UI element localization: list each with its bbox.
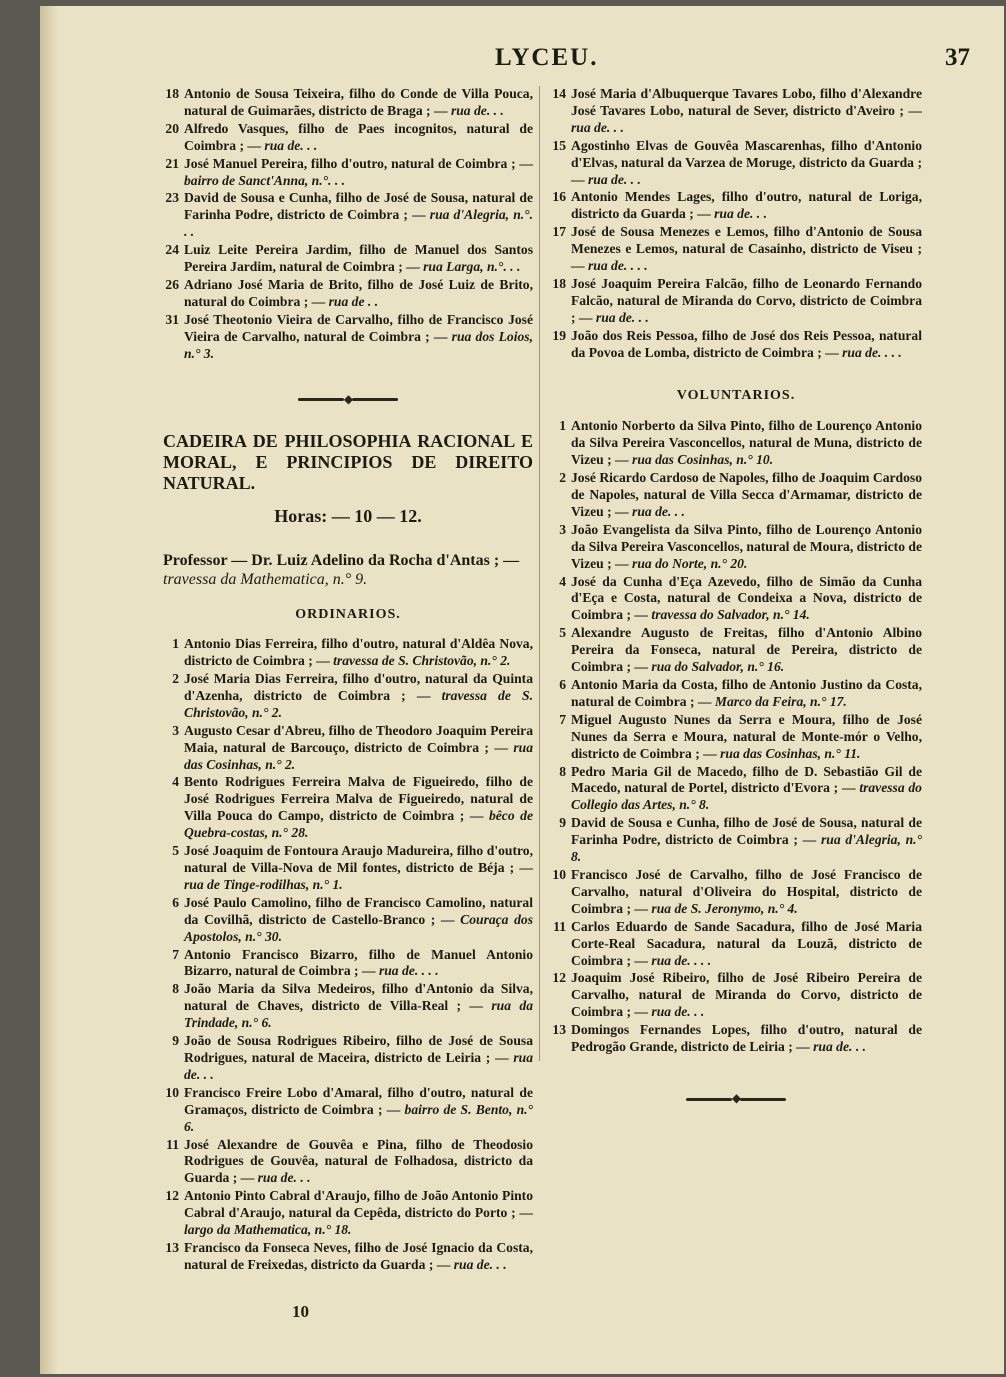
entry-address: rua de. . . — [714, 206, 767, 222]
entry-text: Agostinho Elvas de Gouvêa Mascarenhas, filho d'Antonio d'Elvas, natural da Varzea de Moruge, districto da Guarda ; — — [571, 137, 922, 187]
ordinarios-list — [163, 636, 533, 1274]
list-entry — [550, 867, 922, 918]
entry-number: 21 — [165, 155, 179, 171]
entry-text: Antonio Pinto Cabral d'Araujo, filho de João Antonio Pinto Cabral d'Araujo, natural da Cepêda, districto do Porto ; — — [184, 1188, 533, 1221]
entry-text: Antonio Francisco Bizarro, filho de Manuel Antonio Bizarro, natural de Coimbra ; — — [184, 946, 533, 979]
entry-address: rua de. . . . — [588, 258, 648, 274]
end-ornament: ◆ — [550, 1090, 922, 1107]
entry-address: largo da Mathematica, n.° 18. — [184, 1222, 352, 1238]
professor-line — [163, 551, 533, 589]
list-entry — [163, 1240, 533, 1274]
entry-text: João de Sousa Rodrigues Ribeiro, filho de José de Sousa Rodrigues, natural de Maceira, districto de Leiria ; — — [184, 1033, 533, 1065]
list-entry — [550, 224, 922, 275]
column-divider — [539, 86, 540, 1061]
entry-text: Antonio Mendes Lages, filho d'outro, natural de Loriga, districto da Guarda ; — — [571, 189, 922, 222]
entry-address: rua do Salvador, n.° 16. — [651, 659, 785, 675]
list-entry — [163, 1188, 533, 1239]
list-entry — [163, 1033, 533, 1084]
entry-text: Luiz Leite Pereira Jardim, filho de Manuel dos Santos Pereira Jardim, natural de Coimbra ; — — [184, 242, 533, 275]
entry-number: 14 — [552, 86, 566, 101]
entry-address: rua de. . . . — [378, 963, 439, 979]
right-column — [550, 86, 922, 1131]
entry-text: Miguel Augusto Nunes da Serra e Moura, filho de José Nunes da Serra e Moura, natural de Monte-mór o Velho, districto de Coimbra ; — — [571, 711, 922, 761]
entry-number: 3 — [559, 521, 566, 537]
entry-address: rua de S. Jeronymo, n.° 4. — [651, 900, 798, 916]
entry-address: rua de. . . — [632, 503, 685, 519]
entry-text: José Paulo Camolino, filho de Francisco Camolino, natural da Covilhã, districto de Castello-Branco ; — — [184, 894, 533, 927]
entry-text: José de Sousa Menezes e Lemos, filho d'Antonio de Sousa Menezes e Lemos, natural de Casainho, districto de Viseu ; — — [571, 224, 922, 274]
entry-number: 4 — [559, 573, 566, 589]
entry-number: 5 — [172, 843, 179, 859]
list-entry — [550, 470, 922, 521]
entry-address: Marco da Feira, n.° 17. — [714, 693, 847, 709]
list-entry — [163, 86, 533, 120]
list-entry — [550, 815, 922, 866]
list-entry — [163, 1137, 533, 1188]
entry-address: bairro de Sanct'Anna, n.°. . . — [184, 172, 346, 188]
entry-number: 24 — [165, 242, 179, 258]
entry-text: Francisco Freire Lobo d'Amaral, filho d'outro, natural de Gramaços, districto de Coimbra ; — — [184, 1084, 533, 1117]
entry-address: rua de. . . — [184, 1049, 533, 1082]
entry-number: 8 — [559, 763, 566, 779]
entry-number: 7 — [559, 711, 566, 727]
list-entry — [163, 671, 533, 722]
entry-number: 6 — [172, 894, 179, 910]
entry-number: 2 — [559, 470, 566, 486]
entry-address: rua das Cosinhas, n.° 10. — [632, 452, 774, 468]
entry-number: 8 — [172, 981, 179, 997]
entry-text: Domingos Fernandes Lopes, filho d'outro, natural de Pedrogão Grande, districto de Leiria ; — — [571, 1022, 922, 1055]
section-title: CADEIRA DE PHILOSOPHIA RACIONAL E MORAL, E PRINCIPIOS DE DIREITO NATURAL. — [163, 431, 533, 494]
entry-address: rua de. . . — [813, 1039, 867, 1055]
list-entry — [163, 895, 533, 946]
entry-number: 15 — [552, 137, 566, 153]
list-entry — [550, 522, 922, 573]
list-entry — [550, 625, 922, 676]
list-entry — [550, 574, 922, 625]
entry-number: 2 — [172, 671, 179, 687]
professor-address: travessa da Mathematica, n.° 9. — [163, 571, 368, 589]
entry-text: David de Sousa e Cunha, filho de José de Sousa, natural de Farinha Podre, districto de Coimbra ; — — [571, 815, 922, 848]
entry-number: 5 — [559, 625, 566, 641]
list-entry — [550, 138, 922, 189]
entry-number: 12 — [165, 1188, 179, 1204]
entry-number: 1 — [172, 636, 179, 652]
list-entry — [163, 121, 533, 155]
entry-address: rua de. . . — [588, 171, 641, 187]
entry-number: 6 — [559, 677, 566, 692]
entry-address: rua dos Loios, n.° 3. — [184, 328, 533, 361]
left-top-list — [163, 86, 533, 363]
entry-number: 18 — [552, 275, 566, 291]
entry-address: rua das Cosinhas, n.° 2. — [184, 739, 533, 772]
entry-text: José Maria Dias Ferreira, filho d'outro, natural da Quinta d'Azenha, districto de Coimbra ; — — [184, 671, 533, 703]
entry-number: 4 — [172, 774, 179, 790]
list-entry — [550, 189, 922, 223]
list-entry — [550, 764, 922, 815]
list-entry — [550, 86, 922, 137]
entry-text: Antonio Maria da Costa, filho de Antonio Justino da Costa, natural de Coimbra ; — — [571, 677, 922, 709]
list-entry — [550, 677, 922, 711]
entry-address: rua das Cosinhas, n.° 11. — [720, 745, 861, 761]
voluntarios-heading: VOLUNTARIOS. — [676, 387, 796, 403]
entry-text: José Manuel Pereira, filho d'outro, natural de Coimbra ; — — [184, 155, 533, 171]
list-entry — [550, 1022, 922, 1056]
entry-address: Couraça dos Apostolos, n.° 30. — [184, 911, 533, 944]
list-entry — [550, 712, 922, 763]
class-hours: Horas: — 10 — 12. — [274, 506, 422, 527]
voluntarios-list — [550, 418, 922, 1056]
list-entry — [550, 919, 922, 970]
professor-name: Professor — Dr. Luiz Adelino da Rocha d'Antas ; — — [163, 552, 520, 570]
entry-address: rua de. . . — [450, 102, 504, 118]
entry-number: 9 — [559, 815, 566, 831]
signature-mark: 10 — [292, 1302, 309, 1321]
entry-number: 19 — [552, 327, 566, 343]
page-number: 37 — [945, 44, 970, 71]
entry-address: rua d'Alegria, n.°. . . — [184, 207, 533, 240]
list-entry — [550, 970, 922, 1021]
entry-number: 12 — [552, 970, 566, 986]
entry-text: João dos Reis Pessoa, filho de José dos Reis Pessoa, natural da Povoa de Lomba, districto de Coimbra ; — — [571, 327, 922, 360]
list-entry — [163, 723, 533, 774]
book-page — [40, 6, 1004, 1374]
entry-text: Pedro Maria Gil de Macedo, filho de D. Sebastião Gil de Macedo, natural de Portel, districto d'Evora ; — — [571, 763, 922, 796]
entry-number: 13 — [552, 1022, 566, 1038]
entry-number: 9 — [172, 1033, 179, 1049]
entry-address: travessa de S. Christovão, n.° 2. — [333, 653, 511, 669]
entry-text: João Evangelista da Silva Pinto, filho de Lourenço Antonio da Silva Pereira Vasconcellos, natural de Moura, districto de Vizeu ; — — [571, 521, 922, 571]
entry-address: rua da Trindade, n.° 6. — [184, 998, 533, 1031]
right-top-list — [550, 86, 922, 362]
entry-number: 11 — [166, 1136, 179, 1152]
entry-address: bêco de Quebra-costas, n.° 28. — [184, 808, 533, 841]
page-header — [40, 44, 1004, 78]
entry-address: rua de. . . . — [842, 344, 902, 360]
entry-text: Alfredo Vasques, filho de Paes incognitos, natural de Coimbra ; — — [184, 120, 533, 153]
entry-text: Antonio Norberto da Silva Pinto, filho de Lourenço Antonio da Silva Pereira Vasconcellos, natural de Muna, districto de Vizeu ; — — [571, 418, 922, 468]
entry-address: rua de. . . — [264, 137, 318, 153]
entry-address: rua de. . . — [453, 1256, 507, 1272]
entry-number: 16 — [552, 189, 566, 205]
entry-text: Francisco José de Carvalho, filho de José Francisco de Carvalho, natural d'Oliveira do Hospital, districto de Coimbra ; — — [571, 866, 922, 916]
entry-address: rua de . . — [328, 293, 379, 309]
entry-address: rua de. . . — [651, 1004, 705, 1020]
entry-text: José Ricardo Cardoso de Napoles, filho de Joaquim Cardoso de Napoles, natural de Villa Secca d'Armamar, districto de Vizeu ; — — [571, 470, 922, 519]
running-title: LYCEU. — [495, 44, 599, 71]
entry-address: rua d'Alegria, n.° 8. — [571, 832, 922, 865]
list-entry — [163, 1085, 533, 1136]
entry-number: 26 — [165, 276, 179, 292]
entry-address: rua de Tinge-rodilhas, n.° 1. — [184, 876, 343, 892]
entry-address: rua de. . . . — [651, 952, 712, 968]
entry-number: 10 — [552, 866, 566, 882]
list-entry — [163, 636, 533, 670]
entry-address: rua de. . . — [595, 309, 649, 325]
list-entry — [550, 418, 922, 469]
list-entry — [163, 190, 533, 241]
entry-number: 18 — [165, 86, 179, 101]
entry-text: João Maria da Silva Medeiros, filho d'Antonio da Silva, natural de Chaves, districto de Villa-Real ; — — [184, 981, 533, 1014]
list-entry — [163, 312, 533, 363]
entry-text: José Joaquim Pereira Falcão, filho de Leonardo Fernando Falcão, natural de Miranda do Corvo, districto de Coimbra ; — — [571, 275, 922, 325]
list-entry — [163, 156, 533, 190]
entry-number: 31 — [165, 311, 179, 327]
entry-number: 11 — [553, 918, 566, 934]
entry-number: 3 — [172, 722, 179, 738]
entry-address: bairro de S. Bento, n.° 6. — [184, 1101, 533, 1134]
entry-text: Joaquim José Ribeiro, filho de José Ribeiro Pereira de Carvalho, natural de Miranda do Corvo, districto de Coimbra ; — — [571, 970, 922, 1020]
entry-address: rua do Norte, n.° 20. — [632, 555, 748, 571]
entry-text: Adriano José Maria de Brito, filho de José Luiz de Brito, natural do Coimbra ; — — [184, 276, 533, 309]
list-entry — [550, 276, 922, 327]
entry-text: José Alexandre de Gouvêa e Pina, filho de Theodosio Rodrigues de Gouvêa, natural de Folhadosa, districto da Guarda ; — — [184, 1136, 533, 1186]
entry-text: Alexandre Augusto de Freitas, filho d'Antonio Albino Pereira da Fonseca, natural de Pereira, districto de Coimbra ; — — [571, 625, 922, 675]
entry-text: José Theotonio Vieira de Carvalho, filho de Francisco José Vieira de Carvalho, natural de Coimbra ; — — [184, 311, 533, 344]
entry-number: 20 — [165, 120, 179, 136]
entry-text: José Joaquim de Fontoura Araujo Madureira, filho d'outro, natural de Villa-Nova de Mil fontes, districto de Béja ; — — [184, 843, 533, 875]
entry-number: 23 — [165, 190, 179, 206]
entry-address: travessa do Collegio das Artes, n.° 8. — [571, 780, 922, 813]
entry-number: 17 — [552, 224, 566, 240]
section-ornament: ◆ — [163, 391, 533, 408]
entry-text: Bento Rodrigues Ferreira Malva de Figueiredo, filho de José Rodrigues Ferreira Malva de Figueiredo, natural de Villa Pouca do Campo, districto de Coimbra ; — — [184, 774, 533, 824]
entry-address: travessa de S. Christovão, n.° 2. — [184, 687, 533, 720]
entry-text: Antonio de Sousa Teixeira, filho do Conde de Villa Pouca, natural de Guimarães, districto de Braga ; — — [184, 86, 533, 118]
entry-text: Francisco da Fonseca Neves, filho de José Ignacio da Costa, natural de Freixedas, districto da Guarda ; — — [184, 1239, 533, 1272]
entry-address: rua de. . . — [257, 1170, 311, 1186]
list-entry — [163, 843, 533, 894]
ordinarios-heading: ORDINARIOS. — [295, 607, 401, 623]
list-entry — [163, 277, 533, 311]
list-entry — [550, 328, 922, 362]
entry-text: Carlos Eduardo de Sande Sacadura, filho de José Maria Corte-Real Sacadura, natural da Louzã, districto de Coimbra ; — — [571, 918, 922, 968]
entry-number: 1 — [559, 418, 566, 434]
entry-text: David de Sousa e Cunha, filho de José de Sousa, natural de Farinha Podre, districto de Coimbra ; — — [184, 190, 533, 223]
entry-text: Antonio Dias Ferreira, filho d'outro, natural d'Aldêa Nova, districto de Coimbra ; — — [184, 636, 533, 669]
list-entry — [163, 947, 533, 981]
left-column — [163, 86, 533, 1275]
entry-address: travessa do Salvador, n.° 14. — [651, 607, 810, 623]
entry-number: 10 — [165, 1084, 179, 1100]
page-gutter-shadow — [40, 6, 58, 1374]
entry-text: Augusto Cesar d'Abreu, filho de Theodoro Joaquim Pereira Maia, natural de Barcouço, districto de Coimbra ; — — [184, 722, 533, 755]
entry-text: José da Cunha d'Eça Azevedo, filho de Simão da Cunha d'Eça e Costa, natural de Condeixa a Nova, districto de Coimbra ; — — [571, 573, 922, 623]
entry-address: rua Larga, n.°. . . — [423, 259, 521, 275]
entry-number: 7 — [172, 946, 179, 962]
entry-text: José Maria d'Albuquerque Tavares Lobo, filho d'Alexandre José Tavares Lobo, natural de Sever, districto d'Aveiro ; — — [571, 86, 922, 118]
list-entry — [163, 242, 533, 276]
list-entry — [163, 774, 533, 842]
list-entry — [163, 981, 533, 1032]
entry-number: 13 — [165, 1239, 179, 1255]
entry-address: rua de. . . — [571, 119, 624, 135]
